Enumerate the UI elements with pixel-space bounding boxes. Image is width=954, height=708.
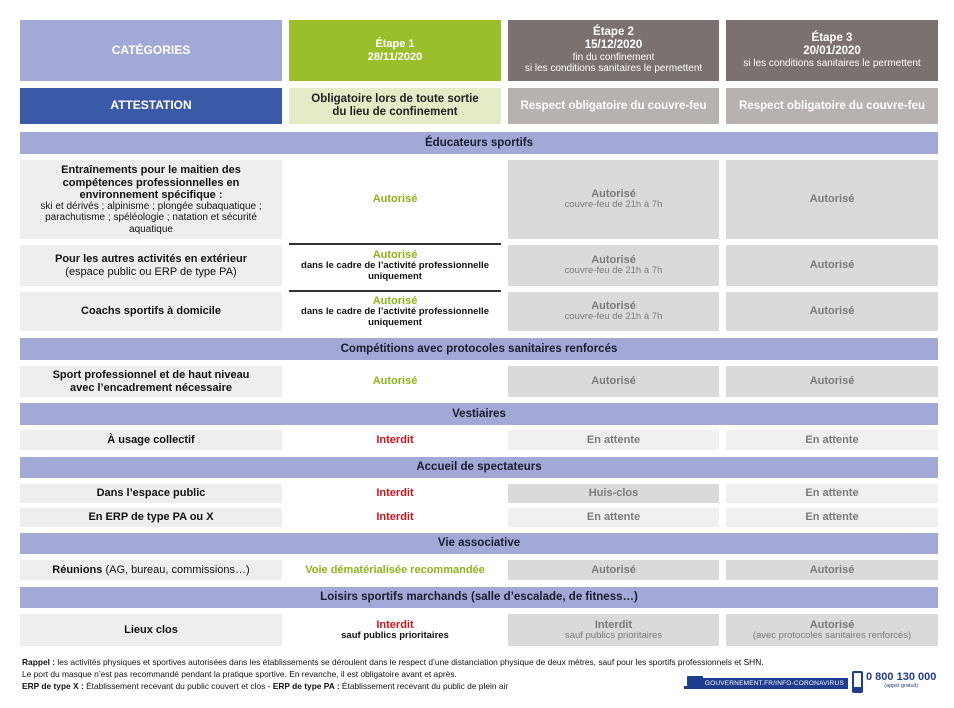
attestation-etape2-text: Respect obligatoire du couvre-feu [520,99,707,112]
espace-public-etape2 [508,484,719,503]
entrainements-label-line1: Entraînements pour le maitien des [61,164,241,177]
usage-collectif-etape3-status: En attente [805,433,859,446]
section-vestiaires-title: Vestiaires [452,407,506,420]
attestation-etape1-line2: du lieu de confinement [332,106,458,118]
coachs-etape1-note-line1: dans le cadre de l’activité professionnelle [301,306,489,318]
entrainements-sub-line1: ski et dérivés ; alpinisme ; plongée subaquatique ; [40,201,262,213]
lieux-clos-label: Lieux clos [124,623,178,636]
sport-pro-etape1-status: Autorisé [372,375,418,388]
entrainements-sub-line3: aquatique [129,223,173,235]
etape2-title: Étape 2 [593,26,634,39]
entrainements-etape2 [508,160,719,239]
attestation-etape3-text: Respect obligatoire du couvre-feu [739,99,925,112]
exterieur-etape3 [726,245,938,286]
row-entrainements-label [20,160,282,239]
attestation-label-cell [20,88,282,124]
exterieur-etape1-status: Autorisé [372,248,418,261]
espace-public-label: Dans l’espace public [96,487,206,500]
footer-rappel [22,656,812,668]
section-vie-associative [20,533,938,554]
phone-icon [852,671,863,693]
footer-erppa-bold: ERP de type PA : [272,681,340,692]
lieux-clos-etape1 [289,614,501,646]
section-vestiaires [20,403,938,425]
lieux-clos-etape2-note: sauf publics prioritaires [564,629,663,641]
etape2-line2: si les conditions sanitaires le permettent [524,63,703,75]
attestation-etape1-line1: Obligatoire lors de toute sortie [311,93,479,106]
erp-etape2-status: En attente [586,511,641,524]
exterieur-etape3-status: Autorisé [809,259,855,272]
gov-info-link[interactable] [684,676,848,690]
etape1-title: Étape 1 [375,38,415,51]
lieux-clos-etape2-status: Interdit [594,618,633,631]
espace-public-etape1-status: Interdit [376,487,414,500]
footer-erpx-bold: ERP de type X : [22,681,84,692]
reunions-etape1-status: Voie dématérialisée recommandée [305,563,485,576]
section-competitions [20,338,938,360]
entrainements-etape3-status: Autorisé [809,193,855,206]
section-educateurs-title: Éducateurs sportifs [425,136,533,149]
erp-etape3-status: En attente [805,511,859,524]
coachs-etape2-status: Autorisé [591,300,636,313]
usage-collectif-etape1-status: Interdit [376,433,414,446]
lieux-clos-etape3-note: (avec protocoles sanitaires renforcés) [752,629,912,641]
row-reunions-label [20,560,282,580]
espace-public-etape1 [289,484,501,503]
lieux-clos-etape1-note: sauf publics prioritaires [341,629,449,641]
header-categories-label: CATÉGORIES [111,42,191,57]
sport-pro-etape3 [726,366,938,397]
reunions-label-rest: (AG, bureau, commissions…) [102,563,250,576]
erp-etape2 [508,508,719,527]
erp-label: En ERP de type PA ou X [88,511,214,524]
sport-pro-etape3-status: Autorisé [809,375,855,388]
coachs-etape1-note-line2: uniquement [368,316,422,328]
laptop-icon [684,676,698,690]
erp-etape1-status: Interdit [376,511,414,524]
etape2-date: 15/12/2020 [584,39,643,52]
lieux-clos-etape3-status: Autorisé [809,618,855,631]
row-sport-pro-label [20,366,282,397]
attestation-etape2 [508,88,719,124]
footer-erpx-text: Établissement recevant du public couvert et clos - [83,681,273,692]
section-spectateurs-title: Accueil de spectateurs [416,461,542,474]
coachs-etape3-status: Autorisé [809,305,855,318]
sport-pro-label-line2: avec l’encadrement nécessaire [69,381,233,394]
phone-number: 0 800 130 000 [866,671,937,683]
etape3-line1: si les conditions sanitaires le permettent [743,57,921,69]
section-loisirs [20,587,938,608]
sport-pro-etape2 [508,366,719,397]
reunions-etape2-status: Autorisé [591,563,636,576]
exterieur-etape1-note-line1: dans le cadre de l’activité professionnelle [301,260,489,272]
section-educateurs [20,132,938,154]
attestation-etape3 [726,88,938,124]
reunions-etape3 [726,560,938,580]
row-lieux-clos-label [20,614,282,646]
lieux-clos-etape3 [726,614,938,646]
coachs-label: Coachs sportifs à domicile [81,305,221,318]
section-loisirs-title: Loisirs sportifs marchands (salle d’escalade, de fitness…) [320,591,638,604]
reunions-etape3-status: Autorisé [809,563,855,576]
entrainements-etape3 [726,160,938,239]
coachs-etape1 [289,290,501,331]
gov-url: GOUVERNEMENT.FR/INFO-CORONAVIRUS [701,678,848,689]
entrainements-etape1-status: Autorisé [372,193,418,206]
erp-etape3 [726,508,938,527]
exterieur-label-line2: (espace public ou ERP de type PA) [65,265,237,278]
section-spectateurs [20,457,938,478]
sport-pro-label-line1: Sport professionnel et de haut niveau [52,369,250,382]
entrainements-label-line3: environnement spécifique : [79,188,223,201]
reunions-etape2 [508,560,719,580]
exterieur-etape2-note: couvre-feu de 21h à 7h [564,265,663,277]
header-etape1 [289,20,501,81]
entrainements-sub-line2: parachutisme ; spéléologie ; natation et sécurité [45,212,257,224]
header-etape2 [508,20,719,81]
coachs-etape2-note: couvre-feu de 21h à 7h [564,311,663,323]
espace-public-etape2-status: Huis-clos [588,487,639,500]
usage-collectif-etape2 [508,430,719,450]
phone-contact[interactable] [852,671,948,697]
reunions-etape1 [289,560,501,580]
erp-etape1 [289,508,501,527]
reunions-label-bold: Réunions [52,563,103,576]
footer-rappel-text: les activités physiques et sportives autorisées dans les établissements se déroulent dans le respect d’une distanciation physique de deux mètres, sauf pour les sportifs professionnels et SHN. [55,657,764,667]
coachs-etape3 [726,292,938,331]
footer-erppa-text: Établissement recevant du public de plein air [339,681,509,692]
header-etape3 [726,20,938,81]
row-exterieur-label [20,245,282,286]
etape2-line1: fin du confinement [572,52,655,64]
phone-note: (appel gratuit) [884,683,919,689]
usage-collectif-label: À usage collectif [107,433,195,446]
etape3-date: 20/01/2020 [803,44,861,57]
usage-collectif-etape3 [726,430,938,450]
entrainements-etape2-status: Autorisé [591,188,636,201]
exterieur-etape1 [289,243,501,286]
exterieur-etape2 [508,245,719,286]
lieux-clos-etape1-status: Interdit [376,618,414,631]
exterieur-etape1-note-line2: uniquement [368,270,422,282]
section-vie-associative-title: Vie associative [437,537,521,550]
usage-collectif-etape2-status: En attente [586,433,641,446]
entrainements-etape1 [289,160,501,239]
header-categories [20,20,282,81]
etape3-title: Étape 3 [811,32,853,45]
sport-pro-etape1 [289,366,501,397]
row-usage-collectif-label [20,430,282,450]
coachs-etape1-status: Autorisé [372,294,418,307]
etape1-date: 28/11/2020 [367,50,423,63]
entrainements-etape2-note: couvre-feu de 21h à 7h [564,199,663,211]
row-erp-label [20,508,282,527]
attestation-label: ATTESTATION [110,98,192,113]
footer-masque: Le port du masque n’est pas recommandé pendant la pratique sportive. En revanche, il est obligatoire avant et après. [22,669,457,680]
exterieur-etape2-status: Autorisé [591,254,636,267]
espace-public-etape3-status: En attente [805,487,859,500]
attestation-etape1 [289,88,501,124]
usage-collectif-etape1 [289,430,501,450]
section-competitions-title: Compétitions avec protocoles sanitaires renforcés [340,342,618,355]
sport-pro-etape2-status: Autorisé [591,375,636,388]
exterieur-label-line1: Pour les autres activités en extérieur [55,253,247,266]
lieux-clos-etape2 [508,614,719,646]
footer-rappel-bold: Rappel : [22,657,56,667]
entrainements-label-line2: compétences professionnelles en [62,176,240,189]
coachs-etape2 [508,292,719,331]
row-espace-public-label [20,484,282,503]
espace-public-etape3 [726,484,938,503]
row-coachs-label [20,292,282,331]
